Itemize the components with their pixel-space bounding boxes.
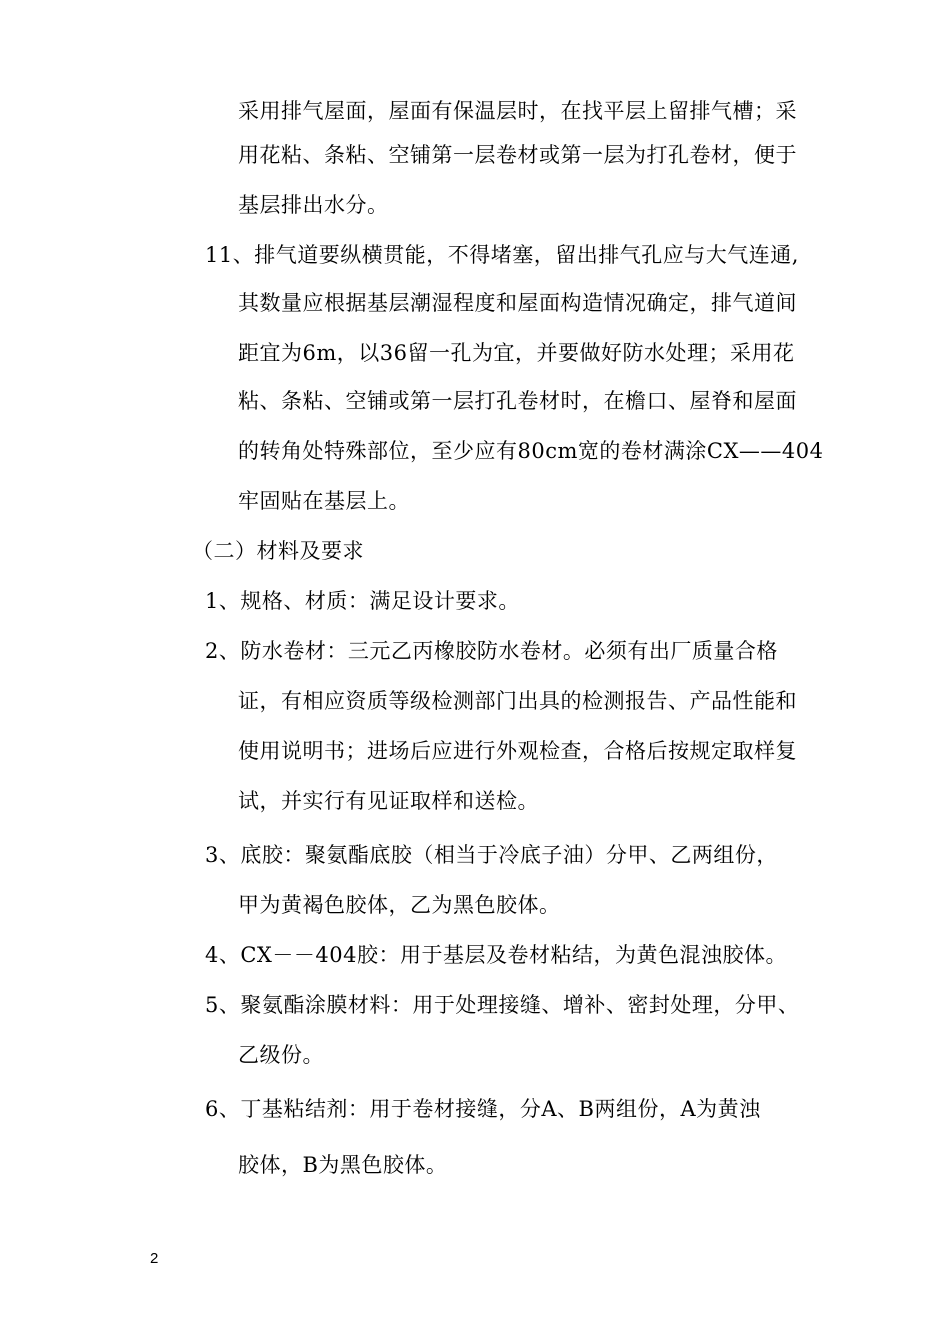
text-line: 的转角处特殊部位，至少应有80cm宽的卷材满涂CX——404 [238, 439, 824, 463]
text-line: 证，有相应资质等级检测部门出具的检测报告、产品性能和 [238, 689, 797, 713]
text-line: 距宜为6m，以36留一孔为宜，并要做好防水处理；采用花 [238, 341, 795, 365]
text-line: 2、防水卷材：三元乙丙橡胶防水卷材。必须有出厂质量合格 [205, 639, 778, 663]
text-line: 采用排气屋面，屋面有保温层时，在找平层上留排气槽；采 [238, 99, 797, 123]
text-line: 使用说明书；进场后应进行外观检查，合格后按规定取样复 [238, 739, 797, 763]
text-line: 试，并实行有见证取样和送检。 [238, 789, 539, 813]
text-line: 5、聚氨酯涂膜材料：用于处理接缝、增补、密封处理，分甲、 [205, 993, 800, 1017]
text-line: 3、底胶：聚氨酯底胶（相当于冷底子油）分甲、乙两组份， [205, 843, 778, 867]
text-line: 乙级份。 [238, 1043, 324, 1067]
text-line: 粘、条粘、空铺或第一层打孔卷材时，在檐口、屋脊和屋面 [238, 389, 797, 413]
text-line: 甲为黄褐色胶体，乙为黑色胶体。 [238, 893, 561, 917]
text-line: 基层排出水分。 [238, 193, 389, 217]
text-line: 6、丁基粘结剂：用于卷材接缝，分A、B两组份，A为黄浊 [205, 1097, 761, 1121]
text-line: 其数量应根据基层潮湿程度和屋面构造情况确定，排气道间 [238, 291, 797, 315]
text-line: 胶体，B为黑色胶体。 [238, 1153, 448, 1177]
text-line: 4、CX－－404胶：用于基层及卷材粘结，为黄色混浊胶体。 [205, 943, 787, 967]
text-line: 1、规格、材质：满足设计要求。 [205, 589, 520, 613]
page-number: 2 [150, 1250, 159, 1267]
text-line: 用花粘、条粘、空铺第一层卷材或第一层为打孔卷材，便于 [238, 143, 797, 167]
section-heading: （二）材料及要求 [192, 539, 364, 563]
text-line: 11、排气道要纵横贯能，不得堵塞，留出排气孔应与大气连通, [205, 243, 799, 267]
text-line: 牢固贴在基层上。 [238, 489, 410, 513]
